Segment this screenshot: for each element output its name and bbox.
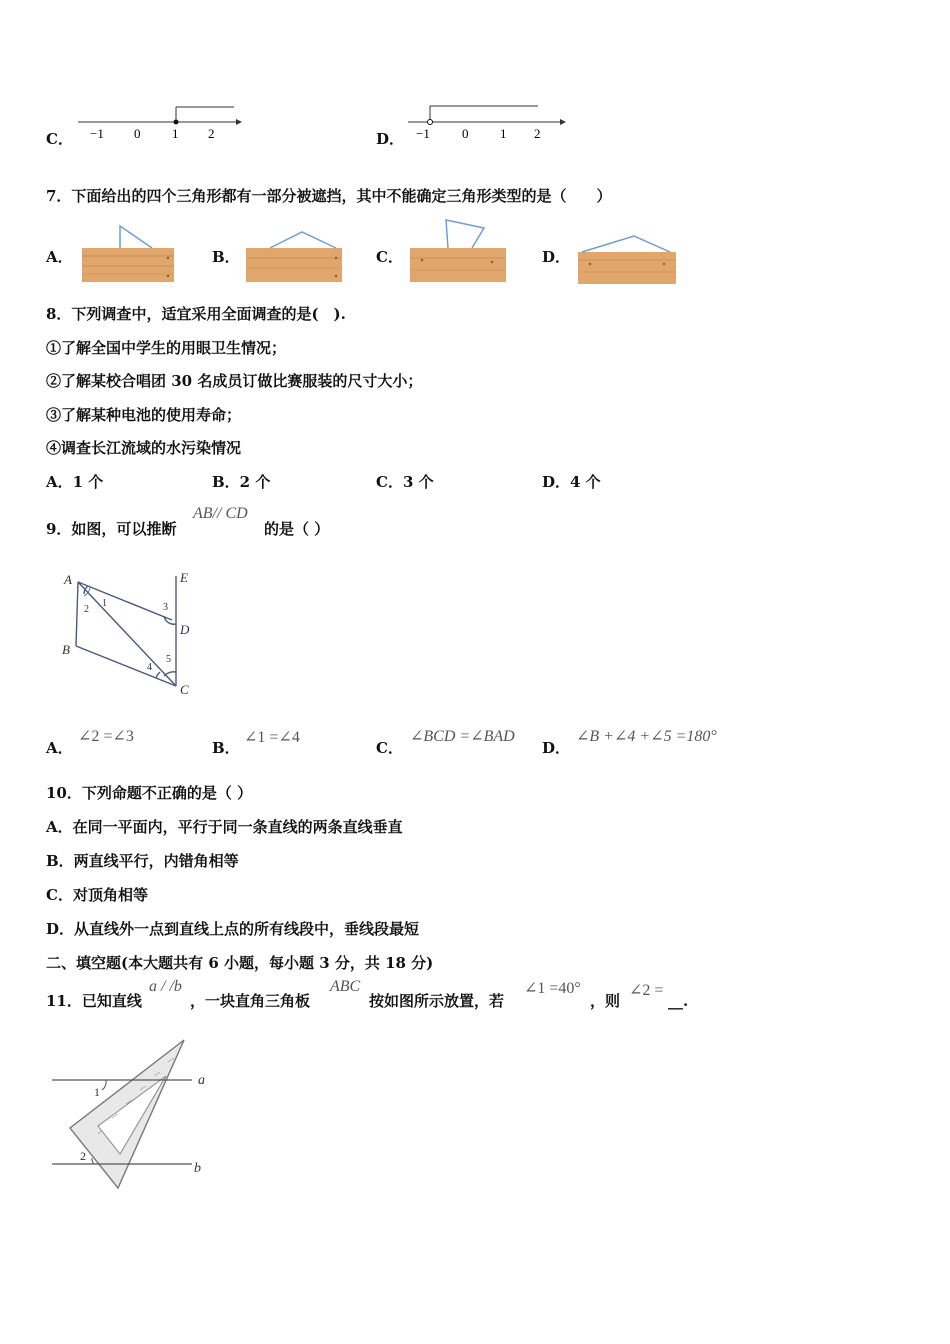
svg-text:2: 2 <box>534 126 541 141</box>
q9-figure <box>60 568 200 700</box>
q7-option-b-label: B． <box>212 248 240 266</box>
q11-label-1: 1 <box>94 1085 100 1099</box>
q6-option-d-number-line <box>408 100 568 145</box>
q9-label-b: B <box>62 642 70 657</box>
svg-text:0: 0 <box>462 126 469 141</box>
q7-option-d-label: D． <box>542 248 571 266</box>
q9-label-e: E <box>180 570 188 585</box>
svg-text:0: 0 <box>134 126 141 141</box>
q10-option-c: C．对顶角相等 <box>46 886 148 904</box>
q8-item-2: ②了解某校合唱团 30 名成员订做比赛服装的尺寸大小； <box>46 372 423 390</box>
q9-option-c-label: C． <box>376 739 403 757</box>
svg-text:−1: −1 <box>90 126 104 141</box>
q9-option-d-math: ∠B +∠4 +∠5 =180° <box>576 728 717 745</box>
q9-option-b-math: ∠1 =∠4 <box>244 729 300 746</box>
q9-option-a-math: ∠2 =∠3 <box>78 728 134 745</box>
q9-label-c: C <box>180 682 189 697</box>
q11-part2: ，一块直角三角板 <box>190 992 311 1010</box>
q9-option-b-label: B． <box>212 739 240 757</box>
q7-option-b-image <box>244 226 344 284</box>
q9-stem-before: 9．如图，可以推断 <box>46 520 177 538</box>
q9-label-2: 2 <box>84 604 89 615</box>
section2-title: 二、填空题(本大题共有 6 小题，每小题 3 分，共 18 分) <box>46 954 434 972</box>
q8-stem: 8．下列调查中，适宜采用全面调查的是( ). <box>46 305 346 323</box>
q9-label-d: D <box>180 622 190 637</box>
q11-part1: 11．已知直线 <box>46 992 142 1010</box>
q11-math4: ∠2 = <box>629 982 664 999</box>
q11-part3: 按如图所示放置，若 <box>369 992 505 1010</box>
q9-option-d-label: D． <box>542 739 571 757</box>
q9-label-1: 1 <box>102 598 107 609</box>
q7-option-d-image <box>576 230 678 286</box>
q8-item-4: ④调查长江流域的水污染情况 <box>46 439 242 457</box>
svg-text:2: 2 <box>208 126 215 141</box>
q7-stem: 7．下面给出的四个三角形都有一部分被遮挡，其中不能确定三角形类型的是（ ） <box>46 187 612 205</box>
q9-stem-after: 的是（ ） <box>264 520 330 538</box>
q10-option-b: B．两直线平行，内错角相等 <box>46 852 239 870</box>
q9-label-3: 3 <box>163 602 168 613</box>
q11-math3: ∠1 =40° <box>524 980 581 997</box>
q9-label-a: A <box>64 572 72 587</box>
q8-option-b: B．2 个 <box>212 473 271 491</box>
q6-option-c-label: C． <box>46 130 73 148</box>
q10-stem: 10．下列命题不正确的是（ ） <box>46 784 253 802</box>
q11-figure <box>48 1036 218 1196</box>
q7-option-a-image <box>80 222 176 284</box>
q8-option-d: D．4 个 <box>542 473 601 491</box>
q11-label-2: 2 <box>80 1149 86 1163</box>
q7-option-c-image <box>408 218 508 284</box>
q11-math2: ABC <box>330 978 361 995</box>
q11-label-b: b <box>194 1161 201 1176</box>
q9-option-a-label: A． <box>46 739 73 757</box>
q8-item-1: ①了解全国中学生的用眼卫生情况； <box>46 339 287 357</box>
q6-option-c-number-line <box>78 100 238 145</box>
q8-item-3: ③了解某种电池的使用寿命； <box>46 406 242 424</box>
q6-option-d-label: D． <box>376 130 405 148</box>
q9-label-4: 4 <box>147 662 152 673</box>
svg-text:1: 1 <box>172 126 179 141</box>
svg-text:1: 1 <box>500 126 507 141</box>
q8-option-c: C．3 个 <box>376 473 434 491</box>
svg-text:−1: −1 <box>416 126 430 141</box>
q7-option-c-label: C． <box>376 248 403 266</box>
q9-label-5: 5 <box>166 654 171 665</box>
q7-option-a-label: A． <box>46 248 73 266</box>
q11-label-a: a <box>198 1073 205 1088</box>
q9-stem-math: AB// CD <box>193 505 248 522</box>
q11-math1: a / /b <box>149 978 182 995</box>
q11-part4: ，则 <box>590 992 621 1010</box>
q8-option-a: A．1 个 <box>46 473 104 491</box>
q11-part5: __. <box>668 992 689 1010</box>
q10-option-d: D．从直线外一点到直线上点的所有线段中，垂线段最短 <box>46 920 420 938</box>
q9-option-c-math: ∠BCD =∠BAD <box>410 728 515 745</box>
q10-option-a: A．在同一平面内，平行于同一条直线的两条直线垂直 <box>46 818 403 836</box>
